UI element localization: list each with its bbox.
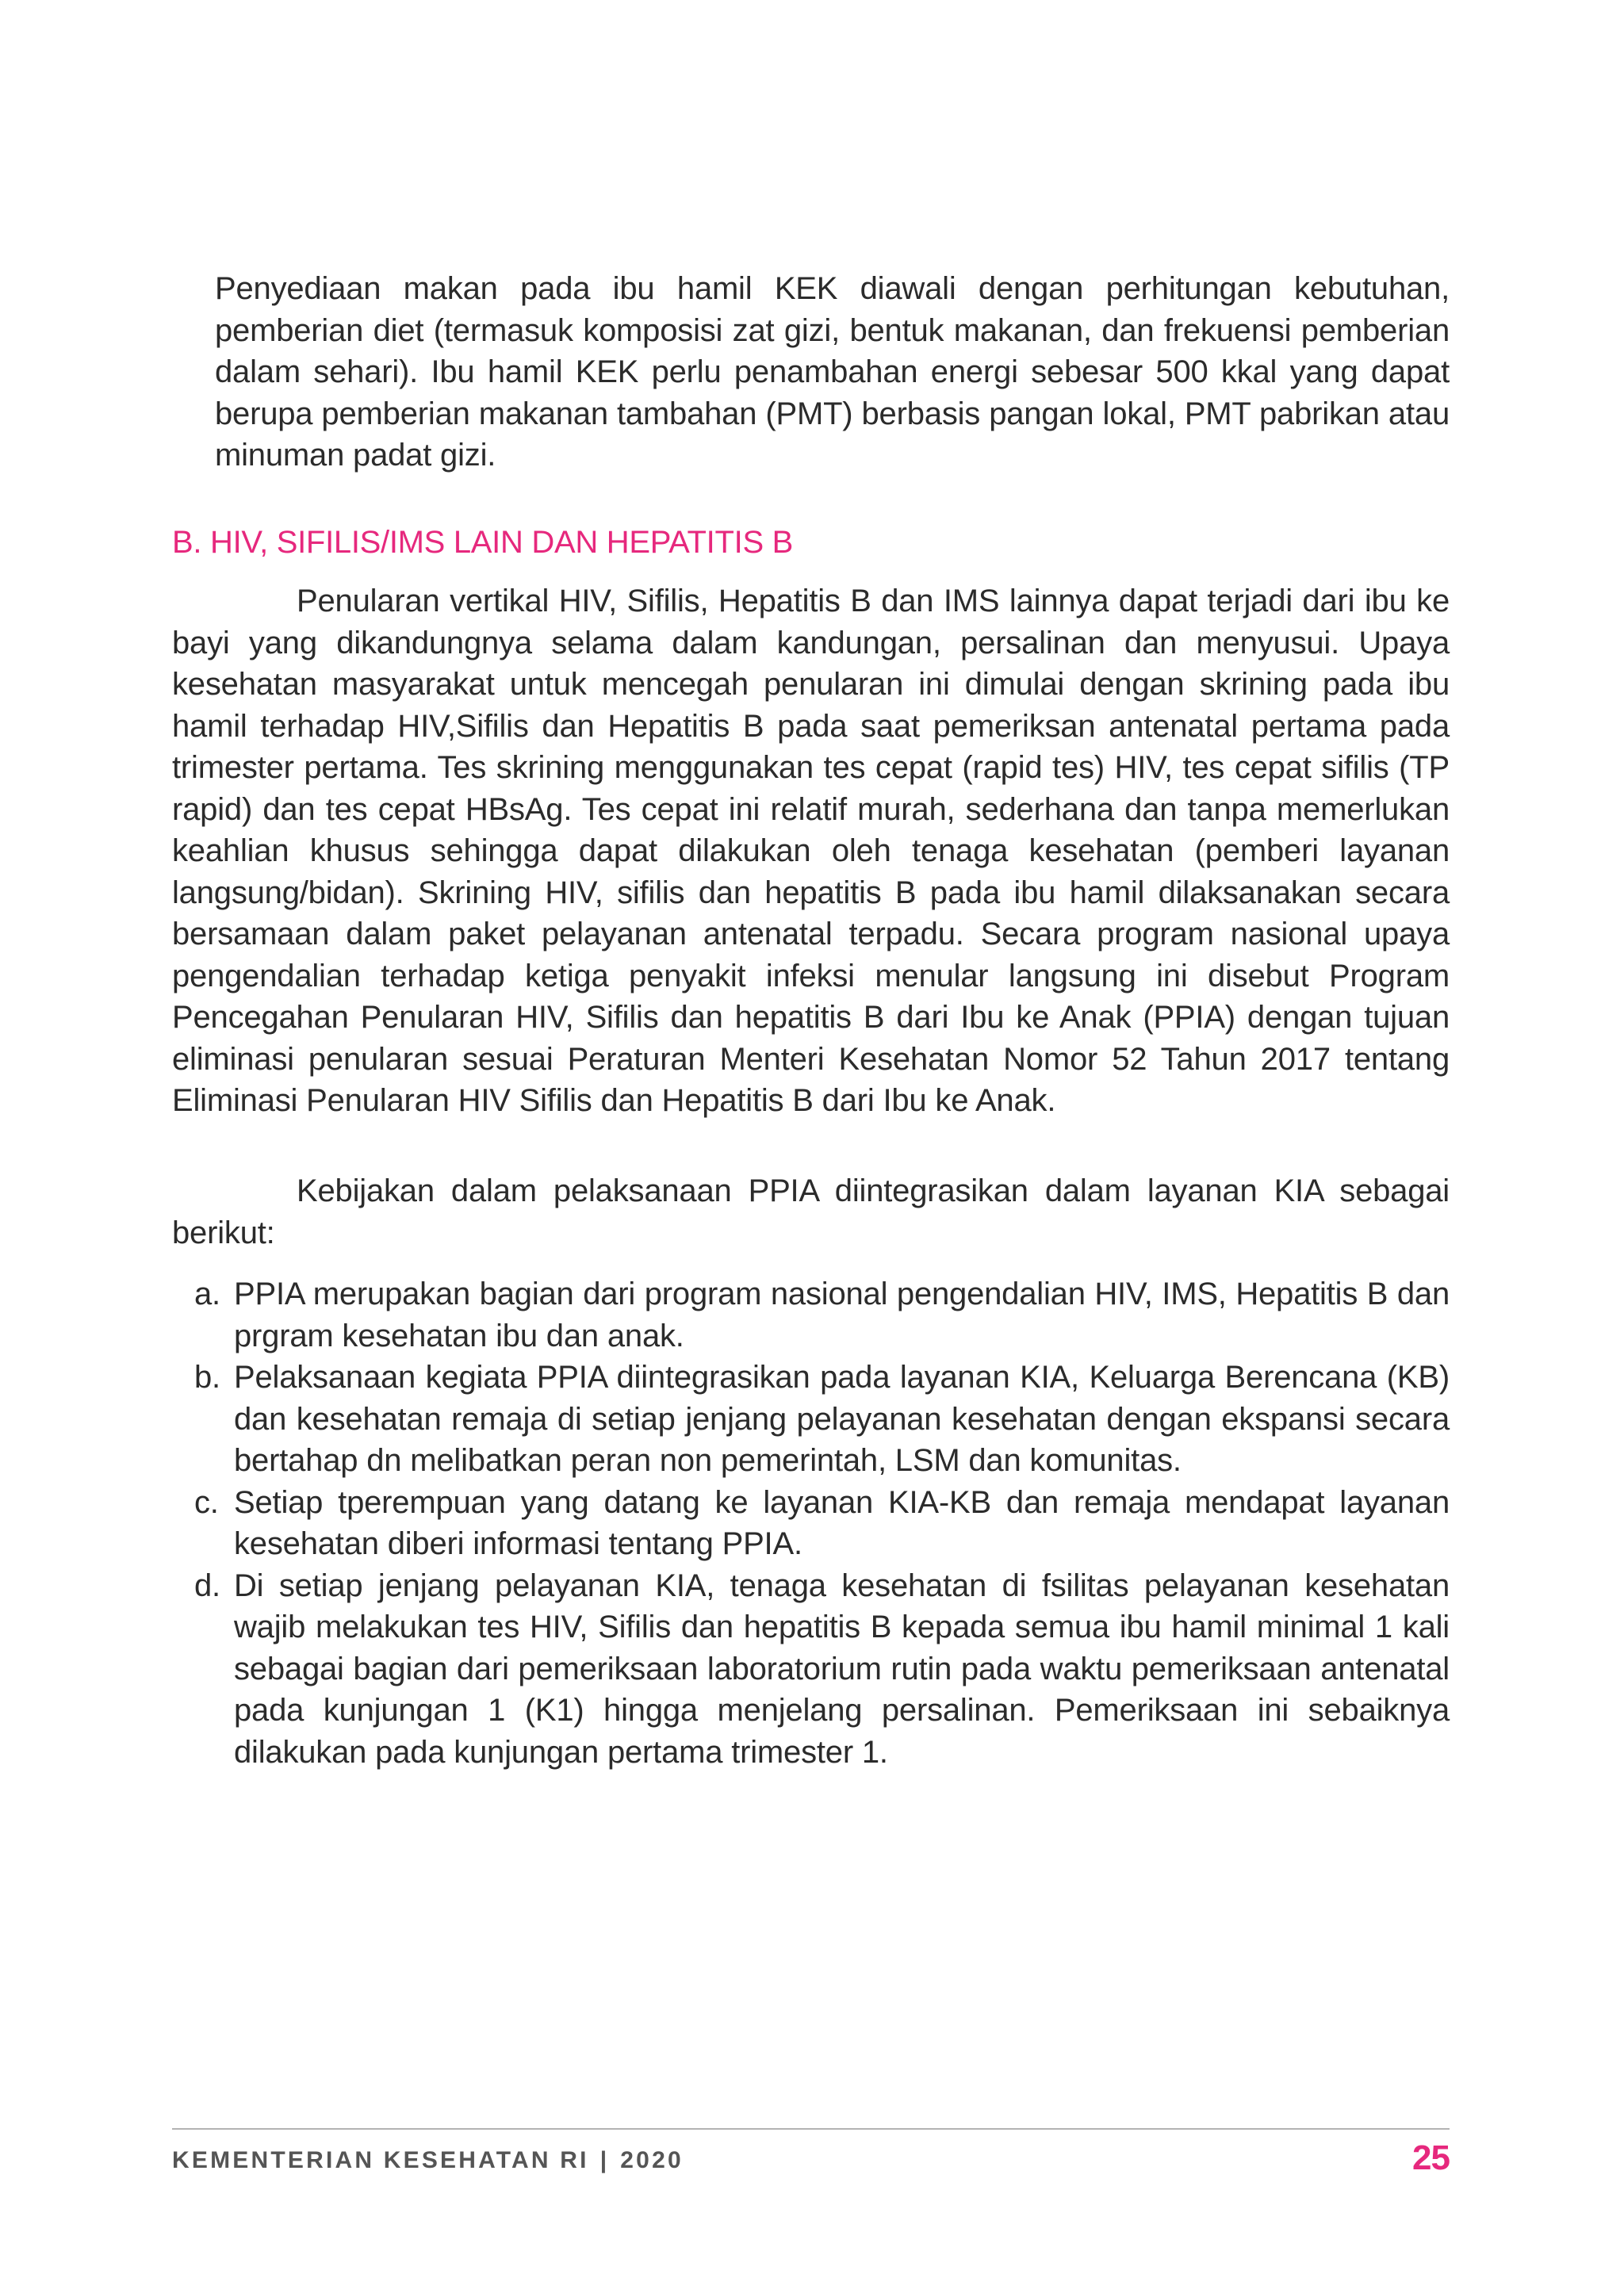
- list-item: [172, 1565, 1450, 1774]
- list-item-text: Setiap tperempuan yang datang ke layanan KIA-KB dan remaja mendapat layanan kesehatan diberi informasi tentang PPIA.: [234, 1484, 1450, 1561]
- list-item-marker: d.: [194, 1568, 220, 1603]
- section-paragraph-2: Kebijakan dalam pelaksanaan PPIA diintegrasikan dalam layanan KIA sebagai berikut:: [172, 1173, 1450, 1250]
- list-item-text: PPIA merupakan bagian dari program nasional pengendalian HIV, IMS, Hepatitis B dan prgram kesehatan ibu dan anak.: [234, 1277, 1450, 1353]
- list-item-text: Pelaksanaan kegiata PPIA diintegrasikan pada layanan KIA, Keluarga Berencana (KB) dan kesehatan remaja di setiap jenjang pelayanan kesehatan dengan ekspansi secara bertahap dn melibatkan peran non pemerintah, LSM dan komunitas.: [234, 1360, 1450, 1478]
- intro-paragraph: Penyediaan makan pada ibu hamil KEK diawali dengan perhitungan kebutuhan, pemberian diet (termasuk komposisi zat gizi, bentuk makanan, dan frekuensi pemberian dalam sehari). Ibu hamil KEK perlu penambahan energi sebesar 500 kkal yang dapat berupa pemberian makanan tambahan (PMT) berbasis pangan lokal, PMT pabrikan atau minuman padat gizi.: [215, 271, 1450, 473]
- footer-publisher-line: [172, 2145, 684, 2176]
- list-item-marker: c.: [194, 1484, 219, 1520]
- footer-divider: [172, 2128, 1450, 2130]
- footer-year: 2020: [620, 2147, 684, 2173]
- page-number: 25: [1412, 2138, 1450, 2177]
- list-item-marker: b.: [194, 1360, 220, 1395]
- section-paragraph-1: Penularan vertikal HIV, Sifilis, Hepatitis B dan IMS lainnya dapat terjadi dari ibu ke bayi yang dikandungnya selama dalam kandungan, persalinan dan menyusui. Upaya kesehatan masyarakat untuk mencegah penularan ini dimulai dengan skrining pada ibu hamil terhadap HIV,Sifilis dan Hepatitis B pada saat pemeriksan antenatal pertama pada trimester pertama. Tes skrining menggunakan tes cepat (rapid tes) HIV, tes cepat sifilis (TP rapid) dan tes cepat HBsAg. Tes cepat ini relatif murah, sederhana dan tanpa memerlukan keahlian khusus sehingga dapat dilakukan oleh tenaga kesehatan (pemberi layanan langsung/bidan). Skrining HIV, sifilis dan hepatitis B pada ibu hamil dilaksanakan secara bersamaan dalam paket pelayanan antenatal terpadu. Secara program nasional upaya pengendalian terhadap ketiga penyakit infeksi menular langsung ini disebut Program Pencegahan Penularan HIV, Sifilis dan hepatitis B dari Ibu ke Anak (PPIA) dengan tujuan eliminasi penularan sesuai Peraturan Menteri Kesehatan Nomor 52 Tahun 2017 tentang Eliminasi Penularan HIV Sifilis dan Hepatitis B dari Ibu ke Anak.: [172, 584, 1450, 1118]
- section-heading: B. HIV, SIFILIS/IMS LAIN DAN HEPATITIS B: [172, 525, 794, 560]
- footer-separator: |: [599, 2147, 610, 2173]
- list-item: [172, 1273, 1450, 1357]
- footer-publisher: KEMENTERIAN KESEHATAN RI: [172, 2147, 589, 2173]
- list-item-marker: a.: [194, 1277, 220, 1311]
- policy-list: [172, 1273, 1450, 1773]
- list-item: [172, 1482, 1450, 1565]
- list-item-text: Di setiap jenjang pelayanan KIA, tenaga kesehatan di fsilitas pelayanan kesehatan wajib melakukan tes HIV, Sifilis dan hepatitis B kepada semua ibu hamil minimal 1 kali sebagai bagian dari pemeriksaan laboratorium rutin pada waktu pemeriksaan antenatal pada kunjungan 1 (K1) hingga menjelang persalinan. Pemeriksaan ini sebaiknya dilakukan pada kunjungan pertama trimester 1.: [234, 1568, 1450, 1770]
- list-item: [172, 1357, 1450, 1482]
